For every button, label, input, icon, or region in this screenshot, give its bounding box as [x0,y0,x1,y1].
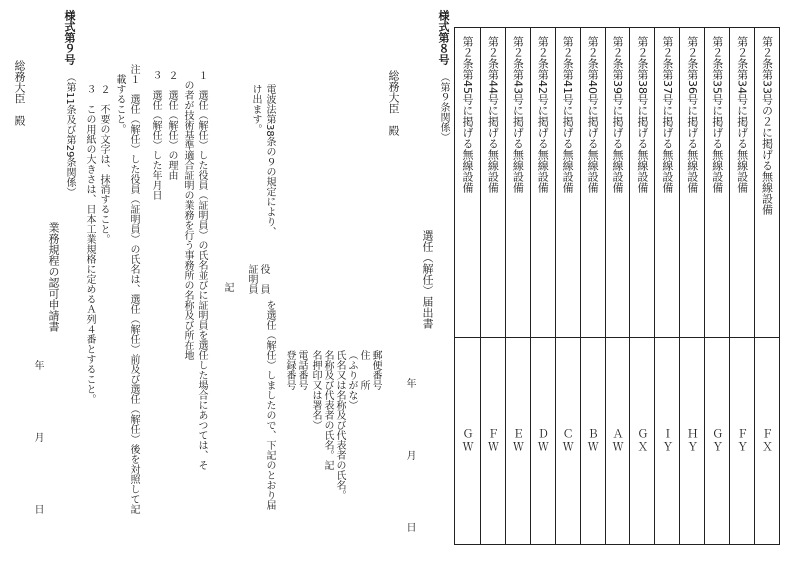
table-heading-label: 様式第８号 [437,10,450,65]
note-3: ３ この用紙の大きさは、日本工業規格に定めるＡ列４番とすること。 [84,84,95,404]
applicant-phone: 電話番号 [296,350,307,390]
applicant-postal: 郵便番号 [370,350,381,390]
body-ki: 記 [222,282,233,292]
note-2: ２ 不要の文字は、抹消すること。 [98,84,109,244]
applicant-address: 住 所 [358,350,369,390]
row-code: ＦＹ [735,428,749,454]
applicant-name-note: 名称及び代表者の氏名。記 [322,350,333,470]
table-row [704,28,729,544]
table-divider [454,337,780,338]
table-heading-note: （第９条関係） [438,72,449,142]
form9-heading-note: （第11条及び第29条関係） [64,72,75,198]
row-code: ＦＷ [486,428,500,454]
table-row [555,28,580,544]
table-row [530,28,555,544]
row-name: 第２条第44号に掲げる無線設備 [486,36,500,193]
table-row [455,28,480,544]
body-item2: ２ 選任（解任）の理由 [166,70,177,180]
table-row [480,28,505,544]
row-name: 第２条第42号に掲げる無線設備 [536,36,550,193]
row-code: ＧＸ [635,428,649,454]
row-code: ＨＹ [685,428,699,454]
table-row [679,28,704,544]
table-row [754,28,779,544]
body-line1: 電波法第38条の９の規定により、 [264,84,275,237]
note-1b: 載すること。 [114,64,125,134]
applicant-furigana: （ふりがな） [346,350,357,410]
row-name: 第２条第34号に掲げる無線設備 [735,36,749,193]
applicant-seal: 名押印又は署名） [310,350,321,430]
row-code: ＥＷ [511,428,525,454]
code-table [454,27,780,545]
row-name: 第２条第36号に掲げる無線設備 [685,36,699,193]
table-row [605,28,630,544]
row-code: ＦＸ [760,428,774,454]
body-role-officer: 役 員 [258,264,269,294]
body-line1-rest: を選任（解任）しましたので、下記のとおり届 [264,300,275,510]
applicant-reg: 登録番号 [284,350,295,390]
form-date: 年 月 日 [404,378,415,546]
row-name: 第２条第38号に掲げる無線設備 [635,36,649,193]
row-code: ＡＷ [611,428,624,454]
body-item3: ３ 選任（解任）した年月日 [150,70,161,200]
row-name: 第２条第37号に掲げる無線設備 [660,36,674,193]
form9-heading-label: 様式第９号 [63,10,76,65]
row-name: 第２条第41号に掲げる無線設備 [561,36,575,193]
table-row [580,28,605,544]
row-name: 第２条第45号に掲げる無線設備 [460,36,474,193]
addressee: 総務大臣 殿 [387,70,400,136]
table-row [729,28,754,544]
row-name: 第２条第33号の２に掲げる無線設備 [760,36,774,215]
form-title: 選任（解任）届出書 [421,230,434,329]
row-code: ＩＹ [660,428,674,454]
body-item1b: の者が技術基準適合証明の業務を行う事務所の名称及び所在地 [182,70,193,360]
form9-title: 業務規程の認可申請書 [47,222,60,332]
row-code: ＧＷ [460,428,474,454]
row-code: ＢＷ [586,428,600,454]
row-code: ＤＷ [536,428,550,454]
row-name: 第２条第40号に掲げる無線設備 [586,36,600,193]
body-line2: け出ます。 [250,84,261,134]
row-code: ＣＷ [561,428,575,454]
row-code: ＧＹ [710,428,724,454]
applicant-name: 氏名又は名称及び代表者の氏名。 [334,350,345,500]
note-1: 注１ 選任（解任）した役員（証明員）の氏名は、選任（解任）前及び選任（解任）後を対照して記 [128,64,139,514]
row-name: 第２条第43号に掲げる無線設備 [511,36,525,193]
body-item1: １ 選任（解任）した役員（証明員）の氏名並びに証明員を選任した場合にあつては、そ [196,70,207,470]
body-role-certifier: 証明員 [246,264,257,294]
form9-addressee: 総務大臣 殿 [13,60,26,126]
row-name: 第２条第35号に掲げる無線設備 [710,36,724,193]
form9-date: 年 月 日 [32,360,43,528]
table-row [654,28,679,544]
table-row [505,28,530,544]
table-row [629,28,654,544]
row-name: 第２条第39号に掲げる無線設備 [611,36,624,193]
